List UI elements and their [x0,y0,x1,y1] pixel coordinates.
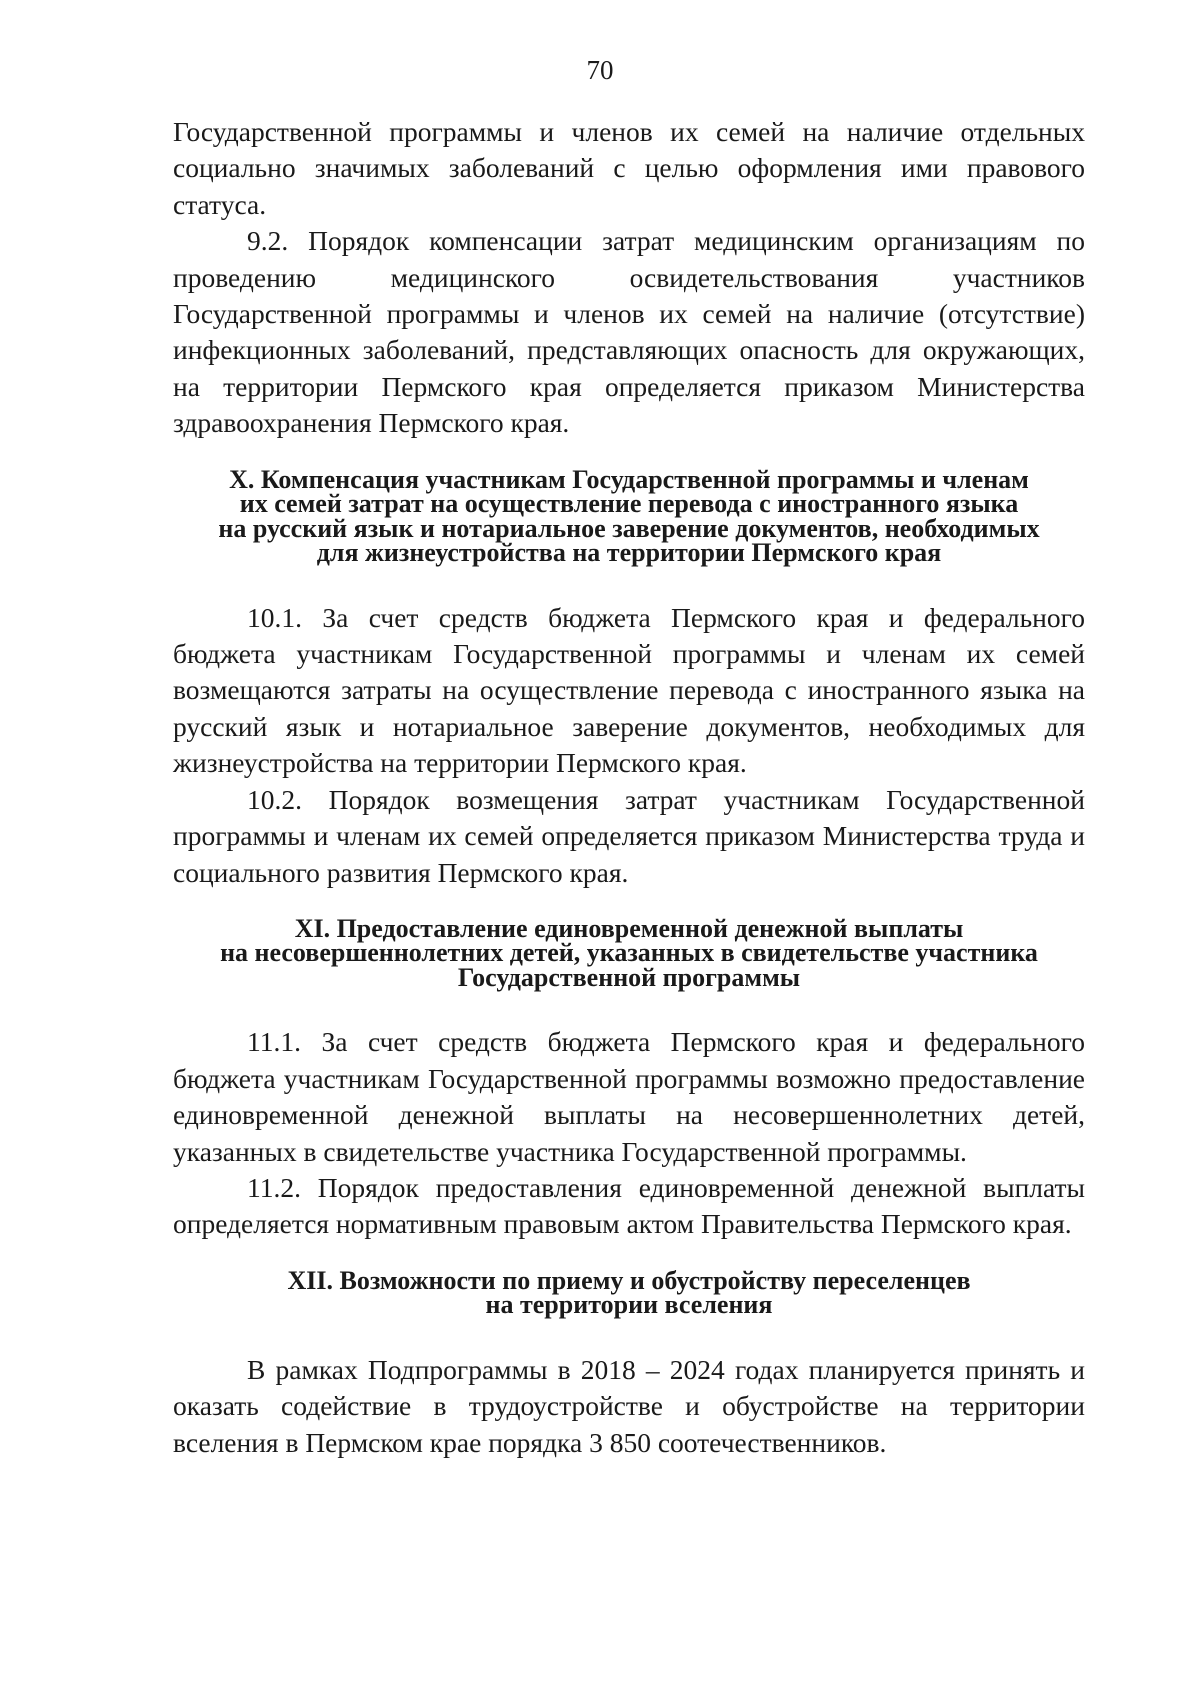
paragraph-11-1: 11.1. За счет средств бюджета Пермского края и федерального бюджета участникам Государственной программы возможно предоставление единовременной денежной выплаты на несовершеннолетних детей, указанных в свидетельстве участника Государственной программы. [173,1026,1085,1167]
paragraph-11-2: 11.2. Порядок предоставления единовременной денежной выплаты определяется нормативным правовым актом Правительства Пермского края. [173,1172,1085,1240]
paragraph-10-2: 10.2. Порядок возмещения затрат участникам Государственной программы и членам их семей определяется приказом Министерства труда и социального развития Пермского края. [173,783,1085,888]
section-heading-line: на территории вселения [485,1290,773,1320]
section-heading-line: Государственной программы [457,962,801,992]
paragraph-10-1: 10.1. За счет средств бюджета Пермского края и федерального бюджета участникам Государственной программы и членам их семей возмещаются затраты на осуществление перевода с иностранного языка на русский язык и нотариальное заверение документов, необходимых для жизнеустройства на территории Пермского края. [173,601,1085,779]
section-heading-xi [173,913,1085,992]
paragraph-continued: Государственной программы и членов их семей на наличие отдельных социально значимых заболеваний с целью оформления ими правового статуса. [173,116,1085,220]
section-heading-line: XI. Предоставление единовременной денежной выплаты [294,913,964,943]
section-heading-line: для жизнеустройства на территории Пермского края [316,538,942,568]
section-heading-x [173,464,1085,568]
section-heading-line: на русский язык и нотариальное заверение документов, необходимых [218,513,1040,543]
page-number: 70 [586,55,614,85]
paragraph-9-2: 9.2. Порядок компенсации затрат медицинским организациям по проведению медицинского освидетельствования участников Государственной программы и членов их семей на наличие (отсутствие) инфекционных заболеваний, представляющих опасность для окружающих, на территории Пермского края определяется приказом Министерства здравоохранения Пермского края. [173,225,1085,439]
paragraph-12: В рамках Подпрограммы в 2018 – 2024 годах планируется принять и оказать содействие в трудоустройстве и обустройстве на территории вселения в Пермском крае порядка 3 850 соотечественников. [173,1353,1085,1458]
document-body [173,114,1085,1461]
section-heading-line: XII. Возможности по приему и обустройству переселенцев [287,1265,971,1295]
section-heading-line: X. Компенсация участникам Государственной программы и членам [229,464,1029,494]
section-heading-line: на несовершеннолетних детей, указанных в свидетельстве участника [220,938,1038,968]
section-heading-xii [173,1265,1085,1320]
section-heading-line: их семей затрат на осуществление перевода с иностранного языка [239,489,1019,519]
